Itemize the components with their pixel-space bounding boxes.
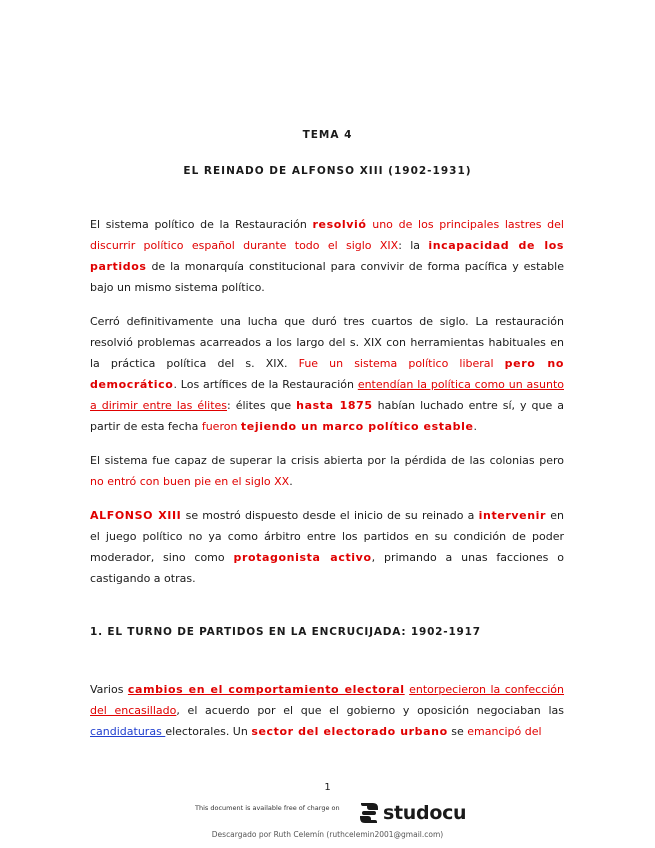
studocu-logo-text: studocu [383,802,467,824]
studocu-logo-icon [358,801,380,825]
page-title: EL REINADO DE ALFONSO XIII (1902-1931) [183,165,472,177]
download-notice: Descargado por Ruth Celemín (ruthcelemin2001@gmail.com) [211,830,444,839]
paragraph-5: Varios cambios en el comportamiento electoral entorpecieron la confección del encasillado, el acuerdo por el que el gobierno y oposición negociaban las candidaturas electorales. Un sector del electorado urbano se emancipó del [90,683,565,738]
studocu-logo[interactable] [358,800,466,826]
paragraph-1: El sistema político de la Restauración resolvió uno de los principales lastres del discurrir político español durante todo el siglo XIX: la incapacidad de los partidos de la monarquía constitucional para convivir de forma pacífica y estable bajo un mismo sistema político. [90,218,564,294]
section-heading: 1. EL TURNO DE PARTIDOS EN LA ENCRUCIJADA: 1902-1917 [90,626,481,638]
footer-notice: This document is available free of charge on [195,804,340,812]
page-number: 1 [324,782,331,793]
topic-label: TEMA 4 [302,129,353,141]
paragraph-2: Cerró definitivamente una lucha que duró tres cuartos de siglo. La restauración resolvió problemas acarreados a los largo del s. XIX con herramientas habituales en la práctica política del s. XIX. Fue un sistema político liberal pero no democrático. Los artífices de la Restauración entendían la política como un asunto a dirimir entre las élites: élites que hasta 1875 habían luchado entre sí, y que a partir de esta fecha fueron tejiendo un marco político estable. [90,315,565,433]
paragraph-4: ALFONSO XIII se mostró dispuesto desde el inicio de su reinado a intervenir en el juego político no ya como árbitro entre los partidos en su condición de poder moderador, sino como protagonista activo, primando a unas facciones o castigando a otras. [90,509,564,585]
paragraph-3: El sistema fue capaz de superar la crisis abierta por la pérdida de las colonias pero no entró con buen pie en el siglo XX. [90,454,564,488]
